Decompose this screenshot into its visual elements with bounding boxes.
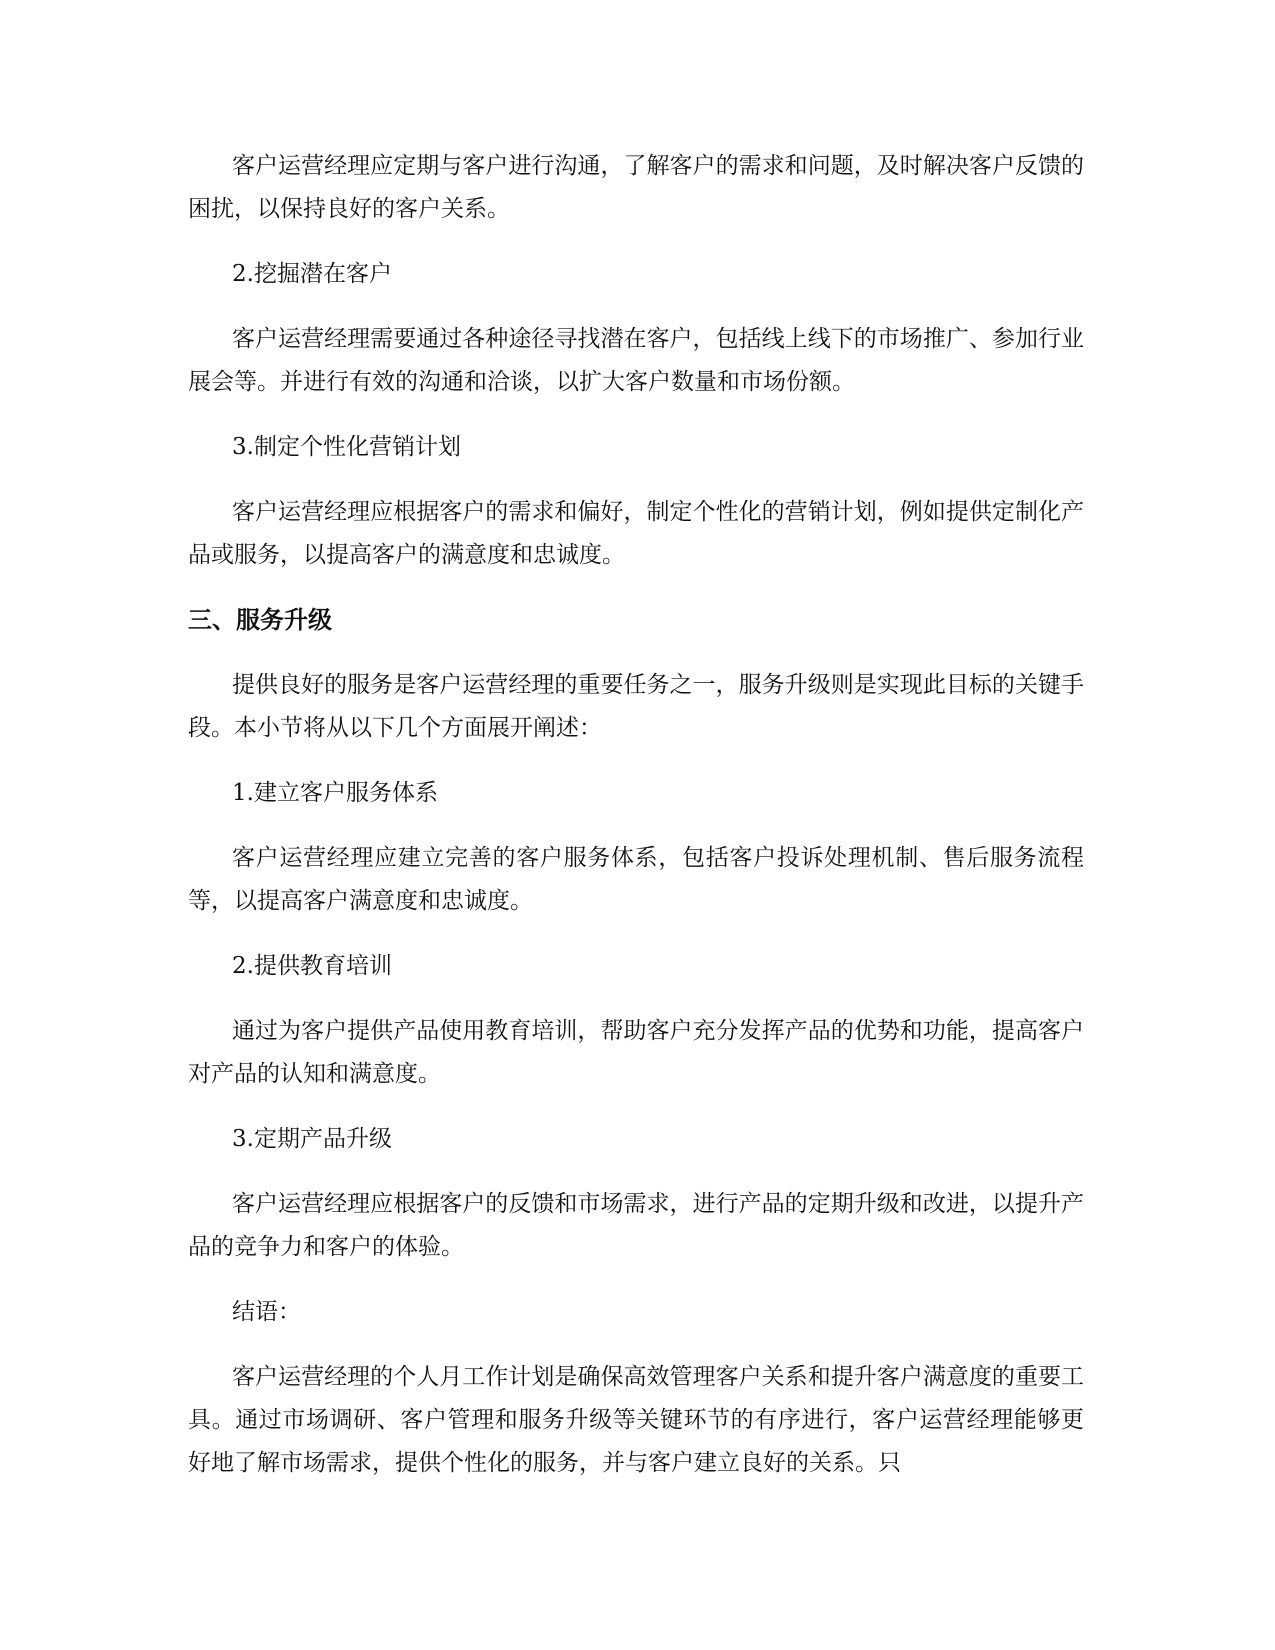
conclusion-label: 结语： <box>232 1299 301 1325</box>
subheading-product-upgrade: 3.定期产品升级 <box>232 1126 392 1152</box>
paragraph-education-training: 通过为客户提供产品使用教育培训，帮助客户充分发挥产品的优势和功能，提高客户对产品的认知和满意度。 <box>188 1018 1084 1087</box>
paragraph-service-intro: 提供良好的服务是客户运营经理的重要任务之一，服务升级则是实现此目标的关键手段。本小节将从以下几个方面展开阐述： <box>188 672 1084 741</box>
subheading-explore-potential-clients: 2.挖掘潜在客户 <box>232 261 392 287</box>
document-page <box>188 145 1084 1507</box>
paragraph-conclusion: 客户运营经理的个人月工作计划是确保高效管理客户关系和提升客户满意度的重要工具。通过市场调研、客户管理和服务升级等关键环节的有序进行，客户运营经理能够更好地了解市场需求，提供个性化的服务，并与客户建立良好的关系。只 <box>188 1364 1084 1476</box>
paragraph-potential-clients: 客户运营经理需要通过各种途径寻找潜在客户，包括线上线下的市场推广、参加行业展会等。并进行有效的沟通和洽谈，以扩大客户数量和市场份额。 <box>188 326 1084 395</box>
section-title-service-upgrade: 三、服务升级 <box>188 606 332 634</box>
paragraph-product-upgrade: 客户运营经理应根据客户的反馈和市场需求，进行产品的定期升级和改进，以提升产品的竞争力和客户的体验。 <box>188 1191 1084 1260</box>
paragraph-client-communication: 客户运营经理应定期与客户进行沟通，了解客户的需求和问题，及时解决客户反馈的困扰，以保持良好的客户关系。 <box>188 153 1084 222</box>
paragraph-personalized-marketing: 客户运营经理应根据客户的需求和偏好，制定个性化的营销计划，例如提供定制化产品或服务，以提高客户的满意度和忠诚度。 <box>188 499 1084 568</box>
paragraph-service-system: 客户运营经理应建立完善的客户服务体系，包括客户投诉处理机制、售后服务流程等，以提高客户满意度和忠诚度。 <box>188 845 1084 914</box>
subheading-service-system: 1.建立客户服务体系 <box>232 780 438 806</box>
subheading-education-training: 2.提供教育培训 <box>232 953 392 979</box>
subheading-personalized-marketing: 3.制定个性化营销计划 <box>232 434 461 460</box>
